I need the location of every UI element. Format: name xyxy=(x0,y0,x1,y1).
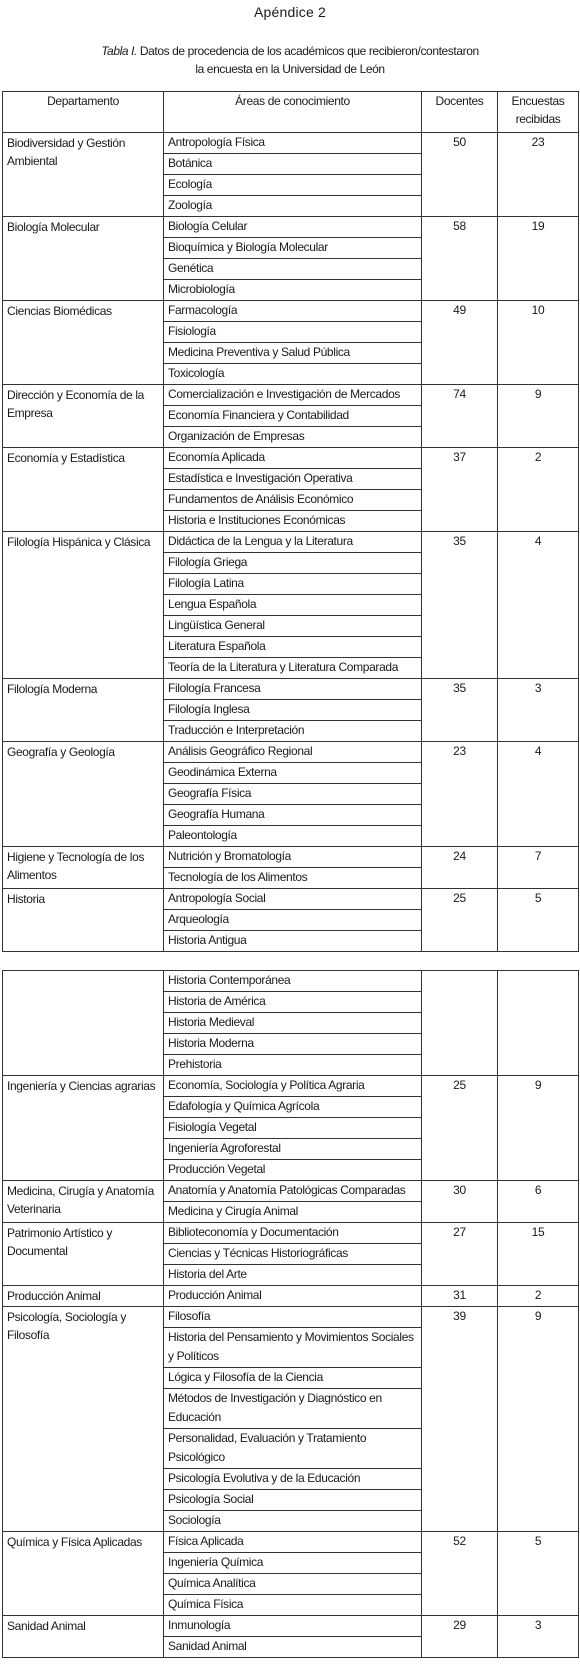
area-cell: Comercialización e Investigación de Mercados xyxy=(164,385,422,406)
area-cell: Historia Moderna xyxy=(164,1034,422,1055)
area-cell: Ingeniería Agroforestal xyxy=(164,1139,422,1160)
area-cell: Economía Financiera y Contabilidad xyxy=(164,406,422,427)
area-cell: Psicología Evolutiva y de la Educación xyxy=(164,1469,422,1490)
encuestas-cell: 9 xyxy=(498,1307,579,1532)
area-cell: Fisiología xyxy=(164,322,422,343)
docentes-cell: 29 xyxy=(422,1616,498,1658)
area-cell: Nutrición y Bromatología xyxy=(164,847,422,868)
table-row xyxy=(3,448,579,469)
area-cell: Lengua Española xyxy=(164,595,422,616)
area-cell: Análisis Geográfico Regional xyxy=(164,742,422,763)
area-cell: Química Analítica xyxy=(164,1574,422,1595)
area-cell: Genética xyxy=(164,259,422,280)
header-departamento: Departamento xyxy=(3,92,164,133)
table-row xyxy=(3,217,579,238)
header-docentes: Docentes xyxy=(422,92,498,133)
encuestas-cell: 2 xyxy=(498,448,579,532)
department-cell xyxy=(3,971,164,1076)
area-cell: Medicina y Cirugía Animal xyxy=(164,1202,422,1223)
docentes-cell xyxy=(422,971,498,1076)
docentes-cell: 30 xyxy=(422,1181,498,1223)
area-cell: Anatomía y Anatomía Patológicas Comparadas xyxy=(164,1181,422,1202)
encuestas-cell: 3 xyxy=(498,679,579,742)
department-cell: Filología Moderna xyxy=(3,679,164,742)
department-cell: Ciencias Biomédicas xyxy=(3,301,164,385)
department-cell: Economía y Estadística xyxy=(3,448,164,532)
encuestas-cell: 4 xyxy=(498,532,579,679)
area-cell: Inmunología xyxy=(164,1616,422,1637)
caption-line-2: la encuesta en la Universidad de León xyxy=(195,62,385,76)
area-cell: Literatura Española xyxy=(164,637,422,658)
table-row xyxy=(3,385,579,406)
table-row xyxy=(3,1307,579,1328)
table-caption xyxy=(0,42,580,78)
encuestas-cell: 3 xyxy=(498,1616,579,1658)
area-cell: Microbiología xyxy=(164,280,422,301)
department-cell: Psicología, Sociología y Filosofía xyxy=(3,1307,164,1532)
area-cell: Traducción e Interpretación xyxy=(164,721,422,742)
header-encuestas: Encuestas recibidas xyxy=(498,92,579,133)
area-cell: Filología Griega xyxy=(164,553,422,574)
table-row xyxy=(3,971,579,992)
table-header-row xyxy=(3,92,579,133)
area-cell: Biblioteconomía y Documentación xyxy=(164,1223,422,1244)
area-cell: Didáctica de la Lengua y la Literatura xyxy=(164,532,422,553)
area-cell: Psicología Social xyxy=(164,1490,422,1511)
area-cell: Economía, Sociología y Política Agraria xyxy=(164,1076,422,1097)
area-cell: Lingüística General xyxy=(164,616,422,637)
encuestas-cell xyxy=(498,971,579,1076)
area-cell: Farmacología xyxy=(164,301,422,322)
area-cell: Antropología Social xyxy=(164,889,422,910)
area-cell: Bioquímica y Biología Molecular xyxy=(164,238,422,259)
docentes-cell: 27 xyxy=(422,1223,498,1286)
area-cell: Medicina Preventiva y Salud Pública xyxy=(164,343,422,364)
area-cell: Historia Contemporánea xyxy=(164,971,422,992)
area-cell: Economía Aplicada xyxy=(164,448,422,469)
department-cell: Filología Hispánica y Clásica xyxy=(3,532,164,679)
area-cell: Filología Francesa xyxy=(164,679,422,700)
encuestas-cell: 9 xyxy=(498,1076,579,1181)
area-cell: Zoología xyxy=(164,196,422,217)
encuestas-cell: 19 xyxy=(498,217,579,301)
docentes-cell: 23 xyxy=(422,742,498,847)
area-cell: Paleontología xyxy=(164,826,422,847)
area-cell: Ecología xyxy=(164,175,422,196)
docentes-cell: 37 xyxy=(422,448,498,532)
area-cell: Edafología y Química Agrícola xyxy=(164,1097,422,1118)
area-cell: Historia del Pensamiento y Movimientos Sociales y Políticos xyxy=(164,1328,422,1368)
docentes-cell: 58 xyxy=(422,217,498,301)
department-cell: Patrimonio Artístico y Documental xyxy=(3,1223,164,1286)
area-cell: Lógica y Filosofía de la Ciencia xyxy=(164,1368,422,1389)
table-row xyxy=(3,1532,579,1553)
area-cell: Toxicología xyxy=(164,364,422,385)
docentes-cell: 49 xyxy=(422,301,498,385)
area-cell: Producción Vegetal xyxy=(164,1160,422,1181)
area-cell: Fundamentos de Análisis Económico xyxy=(164,490,422,511)
docentes-cell: 35 xyxy=(422,679,498,742)
area-cell: Teoría de la Literatura y Literatura Comparada xyxy=(164,658,422,679)
docentes-cell: 25 xyxy=(422,889,498,952)
encuestas-cell: 10 xyxy=(498,301,579,385)
area-cell: Ciencias y Técnicas Historiográficas xyxy=(164,1244,422,1265)
table-row xyxy=(3,133,579,154)
caption-line-1: Datos de procedencia de los académicos que recibieron/contestaron xyxy=(136,44,479,58)
area-cell: Arqueología xyxy=(164,910,422,931)
department-cell: Biología Molecular xyxy=(3,217,164,301)
encuestas-cell: 15 xyxy=(498,1223,579,1286)
area-cell: Tecnología de los Alimentos xyxy=(164,868,422,889)
encuestas-cell: 5 xyxy=(498,889,579,952)
docentes-cell: 24 xyxy=(422,847,498,889)
encuestas-cell: 7 xyxy=(498,847,579,889)
area-cell: Historia de América xyxy=(164,992,422,1013)
docentes-cell: 74 xyxy=(422,385,498,448)
area-cell: Producción Animal xyxy=(164,1286,422,1307)
docentes-cell: 52 xyxy=(422,1532,498,1616)
area-cell: Organización de Empresas xyxy=(164,427,422,448)
encuestas-cell: 9 xyxy=(498,385,579,448)
area-cell: Geografía Física xyxy=(164,784,422,805)
area-cell: Biología Celular xyxy=(164,217,422,238)
department-cell: Higiene y Tecnología de los Alimentos xyxy=(3,847,164,889)
table-row xyxy=(3,301,579,322)
area-cell: Geodinámica Externa xyxy=(164,763,422,784)
table-row xyxy=(3,1616,579,1637)
department-cell: Sanidad Animal xyxy=(3,1616,164,1658)
department-cell: Medicina, Cirugía y Anatomía Veterinaria xyxy=(3,1181,164,1223)
table-row xyxy=(3,532,579,553)
table-row xyxy=(3,1181,579,1202)
docentes-cell: 25 xyxy=(422,1076,498,1181)
table-row xyxy=(3,1076,579,1097)
encuestas-cell: 2 xyxy=(498,1286,579,1307)
area-cell: Química Física xyxy=(164,1595,422,1616)
department-cell: Ingeniería y Ciencias agrarias xyxy=(3,1076,164,1181)
department-cell: Química y Física Aplicadas xyxy=(3,1532,164,1616)
encuestas-cell: 6 xyxy=(498,1181,579,1223)
area-cell: Sociología xyxy=(164,1511,422,1532)
appendix-heading: Apéndice 2 xyxy=(253,4,327,20)
docentes-cell: 50 xyxy=(422,133,498,217)
area-cell: Historia Medieval xyxy=(164,1013,422,1034)
table-row xyxy=(3,1286,579,1307)
department-cell: Producción Animal xyxy=(3,1286,164,1307)
department-cell: Historia xyxy=(3,889,164,952)
department-cell: Biodiversidad y Gestión Ambiental xyxy=(3,133,164,217)
department-cell: Dirección y Economía de la Empresa xyxy=(3,385,164,448)
caption-label: Tabla I. xyxy=(101,44,137,58)
area-cell: Antropología Física xyxy=(164,133,422,154)
table-row xyxy=(3,889,579,910)
area-cell: Física Aplicada xyxy=(164,1532,422,1553)
department-cell: Geografía y Geología xyxy=(3,742,164,847)
area-cell: Métodos de Investigación y Diagnóstico en Educación xyxy=(164,1389,422,1429)
header-areas: Áreas de conocimiento xyxy=(164,92,422,133)
docentes-cell: 35 xyxy=(422,532,498,679)
encuestas-cell: 5 xyxy=(498,1532,579,1616)
area-cell: Geografía Humana xyxy=(164,805,422,826)
data-table-part-1 xyxy=(2,91,579,952)
area-cell: Prehistoria xyxy=(164,1055,422,1076)
docentes-cell: 39 xyxy=(422,1307,498,1532)
area-cell: Estadística e Investigación Operativa xyxy=(164,469,422,490)
area-cell: Filología Inglesa xyxy=(164,700,422,721)
area-cell: Filología Latina xyxy=(164,574,422,595)
table-row xyxy=(3,847,579,868)
encuestas-cell: 23 xyxy=(498,133,579,217)
encuestas-cell: 4 xyxy=(498,742,579,847)
area-cell: Ingeniería Química xyxy=(164,1553,422,1574)
area-cell: Historia Antigua xyxy=(164,931,422,952)
docentes-cell: 31 xyxy=(422,1286,498,1307)
area-cell: Historia del Arte xyxy=(164,1265,422,1286)
table-row xyxy=(3,1223,579,1244)
area-cell: Botánica xyxy=(164,154,422,175)
area-cell: Fisiología Vegetal xyxy=(164,1118,422,1139)
area-cell: Personalidad, Evaluación y Tratamiento Psicológico xyxy=(164,1429,422,1469)
data-table-part-2 xyxy=(2,970,579,1658)
table-row xyxy=(3,742,579,763)
area-cell: Sanidad Animal xyxy=(164,1637,422,1658)
area-cell: Historia e Instituciones Económicas xyxy=(164,511,422,532)
area-cell: Filosofía xyxy=(164,1307,422,1328)
table-row xyxy=(3,679,579,700)
